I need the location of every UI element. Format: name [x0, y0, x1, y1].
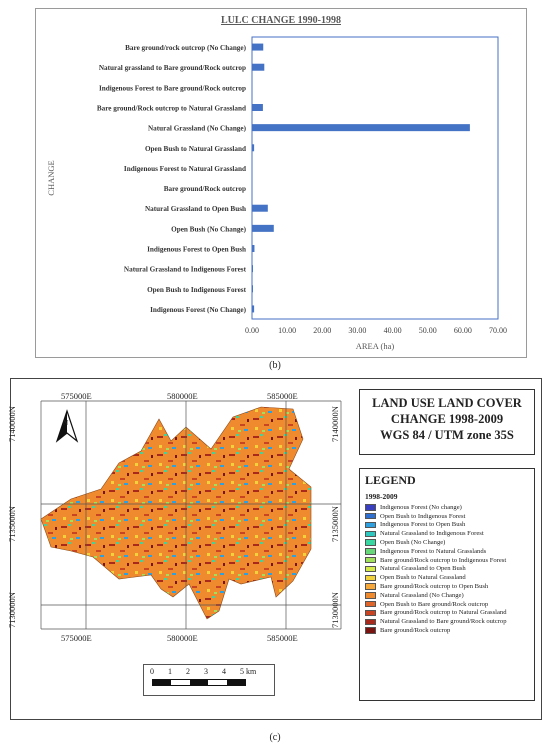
legend-swatch: [365, 592, 376, 599]
northing-label-left-1: 7140000N: [6, 406, 17, 442]
legend-label: Bare ground/Rock outcrop to Indigenous Forest: [380, 556, 507, 564]
legend-item: [365, 503, 529, 512]
x-tick-label: 50.00: [418, 326, 437, 335]
legend-label: Bare ground/Rock outcrop: [380, 627, 451, 635]
map-title-line-2: CHANGE 1998-2009: [390, 412, 504, 426]
legend-label: Natural Grassland to Open Bush: [380, 565, 466, 573]
legend-swatch: [365, 610, 376, 617]
caption-c: (c): [269, 732, 281, 743]
legend-label: Bare ground/Rock outcrop to Open Bush: [380, 583, 489, 591]
legend-label: Open Bush to Bare ground/Rock outcrop: [380, 600, 489, 608]
easting-label-top-1: 575000E: [61, 391, 92, 401]
legend-item: [365, 512, 529, 521]
legend-title: LEGEND: [365, 473, 416, 487]
x-tick-label: 30.00: [348, 326, 367, 335]
x-axis-title: AREA (ha): [355, 341, 395, 351]
caption-b: (b): [269, 360, 281, 371]
x-tick-label: 40.00: [383, 326, 402, 335]
legend-swatch: [365, 513, 376, 520]
category-label: Open Bush to Natural Grassland: [144, 144, 246, 153]
bar: [252, 124, 470, 131]
lulc-chart-panel: [35, 8, 527, 358]
legend-label: Natural Grassland to Bare ground/Rock outcrop: [380, 618, 507, 626]
legend-swatch: [365, 557, 376, 564]
easting-label-bottom-1: 575000E: [61, 633, 92, 643]
category-label: Natural Grassland to Indigenous Forest: [123, 265, 246, 274]
bar-chart: [36, 9, 526, 357]
scale-tick-0: 0: [150, 667, 154, 676]
legend-label: Open Bush to Natural Grassland: [380, 574, 466, 582]
scale-tick-5: 5 km: [240, 667, 257, 676]
category-label: Natural Grassland to Open Bush: [144, 205, 246, 214]
map-title-line-1: LAND USE LAND COVER: [372, 396, 522, 410]
legend-label: Natural Grassland to Indigenous Forest: [380, 530, 484, 538]
map-title-line-3: WGS 84 / UTM zone 35S: [380, 428, 514, 442]
category-label: Indigenous Forest to Open Bush: [147, 245, 246, 254]
legend-item: [365, 556, 529, 565]
scale-tick-3: 3: [204, 667, 208, 676]
category-label: Natural grassland to Bare ground/Rock outcrop: [98, 64, 246, 73]
scale-bar: [143, 664, 275, 696]
chart-title: LULC CHANGE 1990-1998: [220, 15, 341, 26]
legend-period: 1998-2009: [365, 492, 398, 501]
map-title-box: [359, 389, 535, 455]
legend-item: [365, 573, 529, 582]
legend-label: Open Bush (No Change): [380, 539, 446, 547]
legend-swatch: [365, 548, 376, 555]
legend-item: [365, 565, 529, 574]
bar: [252, 64, 264, 71]
north-arrow-label: N: [63, 419, 69, 427]
legend-swatch: [365, 627, 376, 634]
legend-swatch: [365, 619, 376, 626]
legend-label: Indigenous Forest (No change): [380, 503, 462, 511]
category-label: Indigenous Forest to Bare ground/Rock outcrop: [98, 84, 246, 93]
legend-label: Open Bush to Indigenous Forest: [380, 512, 466, 520]
bar: [252, 104, 263, 111]
legend-item: [365, 547, 529, 556]
legend-item: [365, 591, 529, 600]
legend-swatch: [365, 575, 376, 582]
legend-label: Bare ground/Rock outcrop to Natural Grassland: [380, 609, 507, 617]
legend-swatch: [365, 601, 376, 608]
legend-swatch: [365, 583, 376, 590]
bar: [252, 205, 268, 212]
category-label: Indigenous Forest to Natural Grassland: [123, 164, 246, 173]
bar: [252, 225, 274, 232]
bar: [252, 265, 253, 272]
category-label: Bare ground/Rock outcrop: [163, 185, 246, 194]
bar: [252, 285, 253, 292]
legend-label: Indigenous Forest to Natural Grasslands: [380, 547, 487, 555]
legend-item: [365, 529, 529, 538]
y-axis-title: CHANGE: [46, 160, 56, 196]
category-label: Natural Grassland (No Change): [147, 124, 246, 133]
northing-label-left-3: 7130000N: [6, 592, 17, 628]
legend-item: [365, 609, 529, 618]
bar: [252, 305, 254, 312]
x-tick-label: 20.00: [313, 326, 332, 335]
legend-swatch: [365, 539, 376, 546]
category-label: Bare ground/Rock outcrop to Natural Grassland: [96, 104, 246, 113]
northing-label-right-1: 7140000N: [329, 406, 340, 442]
bar: [252, 245, 254, 252]
x-tick-label: 70.00: [489, 326, 507, 335]
easting-label-bottom-2: 580000E: [167, 633, 198, 643]
north-arrow-icon: [53, 409, 81, 445]
northing-label-left-2: 7135000N: [6, 506, 17, 542]
scale-tick-4: 4: [222, 667, 226, 676]
legend-item: [365, 538, 529, 547]
easting-label-bottom-3: 585000E: [267, 633, 298, 643]
legend-swatch: [365, 522, 376, 529]
legend-item: [365, 617, 529, 626]
legend-item: [365, 582, 529, 591]
category-label: Open Bush to Indigenous Forest: [147, 285, 246, 294]
category-label: Open Bush (No Change): [171, 225, 246, 234]
lulc-map-panel: [6, 378, 542, 720]
map-legend: [359, 468, 535, 701]
x-tick-label: 60.00: [453, 326, 472, 335]
easting-label-top-2: 580000E: [167, 391, 198, 401]
legend-item: [365, 521, 529, 530]
scale-tick-2: 2: [186, 667, 190, 676]
legend-item: [365, 626, 529, 635]
legend-item: [365, 600, 529, 609]
legend-swatch: [365, 531, 376, 538]
northing-label-right-3: 7130000N: [329, 592, 340, 628]
plot-area: [252, 37, 498, 319]
legend-label: Natural Grassland (No Change): [380, 591, 464, 599]
legend-swatch: [365, 504, 376, 511]
legend-swatch: [365, 566, 376, 573]
x-tick-label: 10.00: [278, 326, 297, 335]
northing-label-right-2: 7135000N: [329, 506, 340, 542]
x-tick-label: 0.00: [245, 326, 259, 335]
legend-list: [365, 503, 529, 635]
easting-label-top-3: 585000E: [267, 391, 298, 401]
study-area-polygon: [41, 407, 311, 619]
bar: [252, 144, 254, 151]
category-label: Bare ground/rock outcrop (No Change): [125, 44, 246, 53]
legend-label: Indigenous Forest to Open Bush: [380, 521, 466, 529]
bar: [252, 44, 263, 51]
category-label: Indigenous Forest (No Change): [150, 305, 246, 314]
scale-tick-1: 1: [168, 667, 172, 676]
